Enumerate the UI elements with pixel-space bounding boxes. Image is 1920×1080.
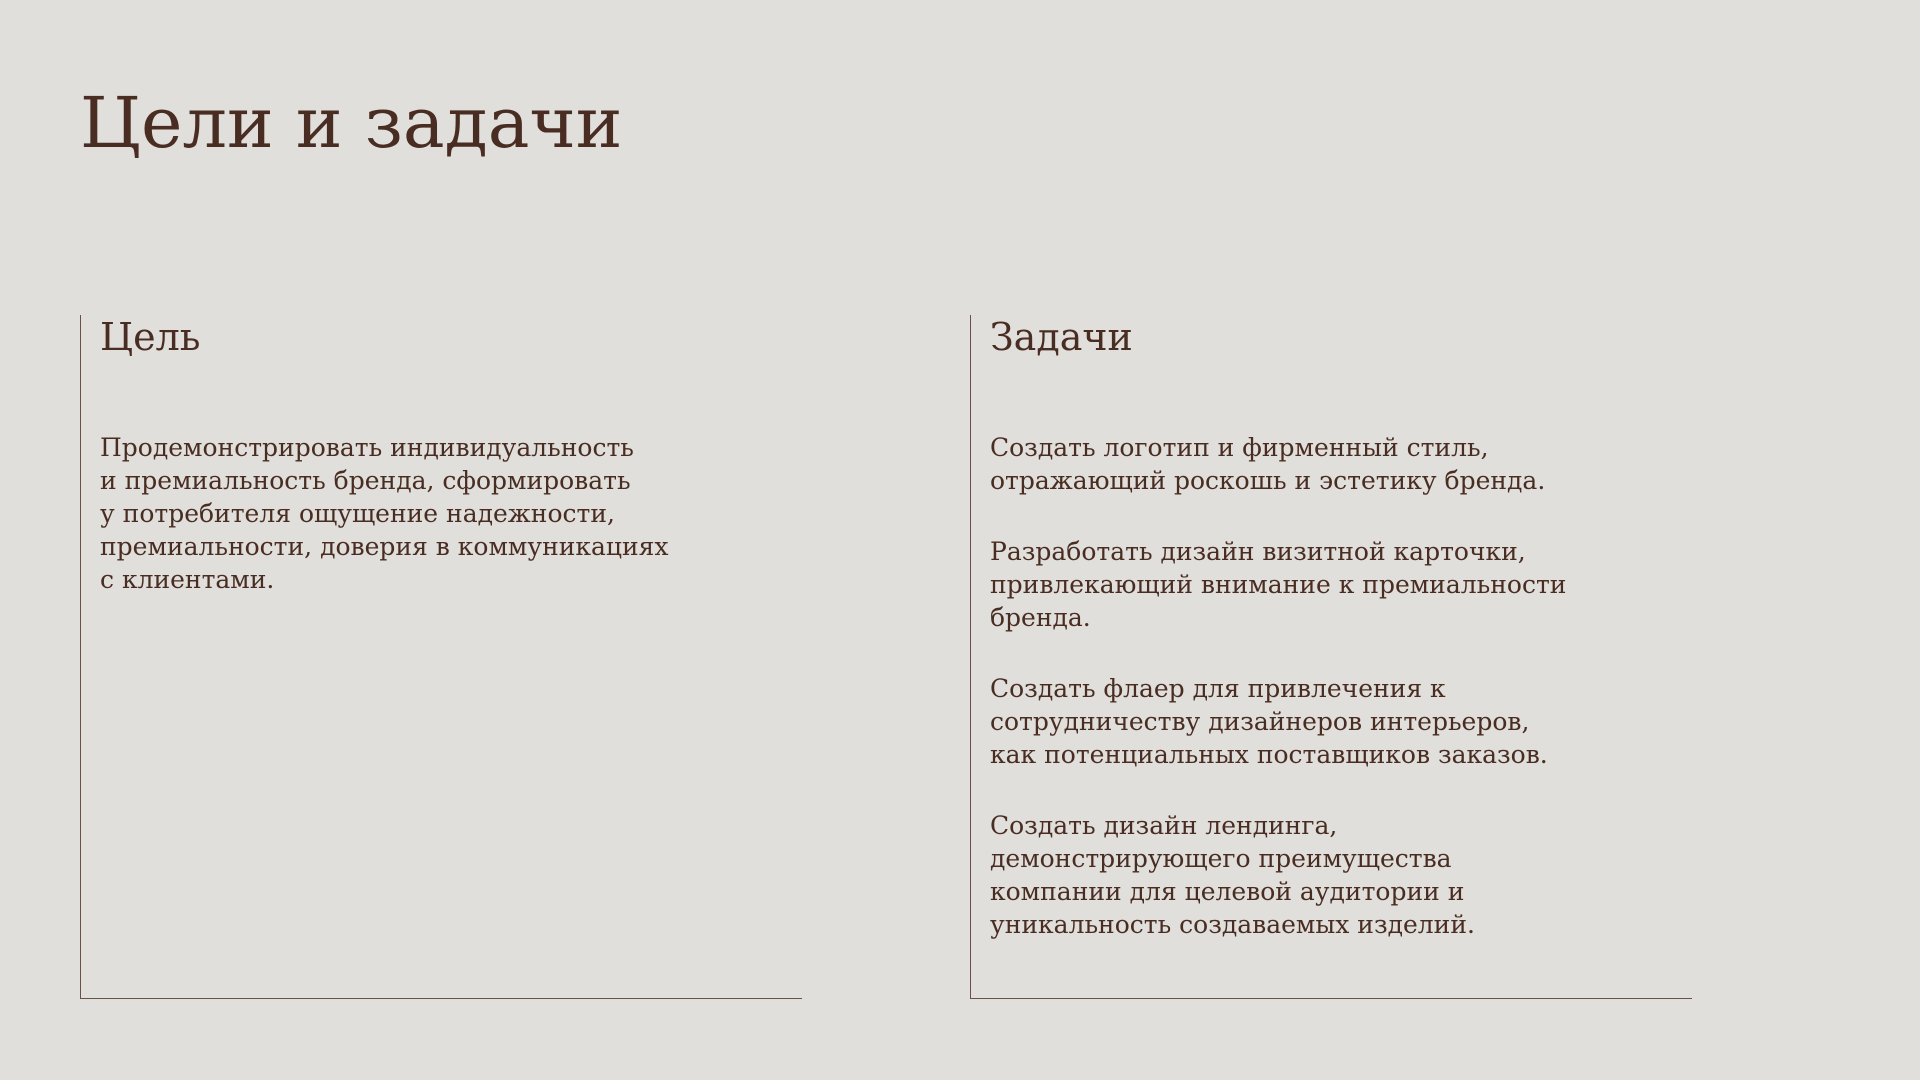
task-item-logo: Создать логотип и фирменный стиль, отражающий роскошь и эстетику бренда. [990,433,1546,495]
tasks-panel [970,315,1692,999]
goal-body [100,431,780,596]
task-item-landing: Создать дизайн лендинга, демонстрирующего преимущества компании для целевой аудитории и уникальность создаваемых изделий. [990,811,1475,939]
goal-text: Продемонстрировать индивидуальность и премиальность бренда, сформировать у потребителя ощущение надежности, премиальности, доверия в коммуникациях с клиентами. [100,433,669,594]
goal-heading: Цель [100,315,201,359]
task-list [990,431,1670,941]
task-item-business-card: Разработать дизайн визитной карточки, привлекающий внимание к премиальности бренда. [990,537,1567,632]
goal-panel [80,315,802,999]
task-item-flyer: Создать флаер для привлечения к сотрудничеству дизайнеров интерьеров, как потенциальных поставщиков заказов. [990,674,1548,769]
page-title: Цели и задачи [80,82,623,164]
tasks-body [990,431,1670,941]
tasks-heading: Задачи [990,315,1133,359]
